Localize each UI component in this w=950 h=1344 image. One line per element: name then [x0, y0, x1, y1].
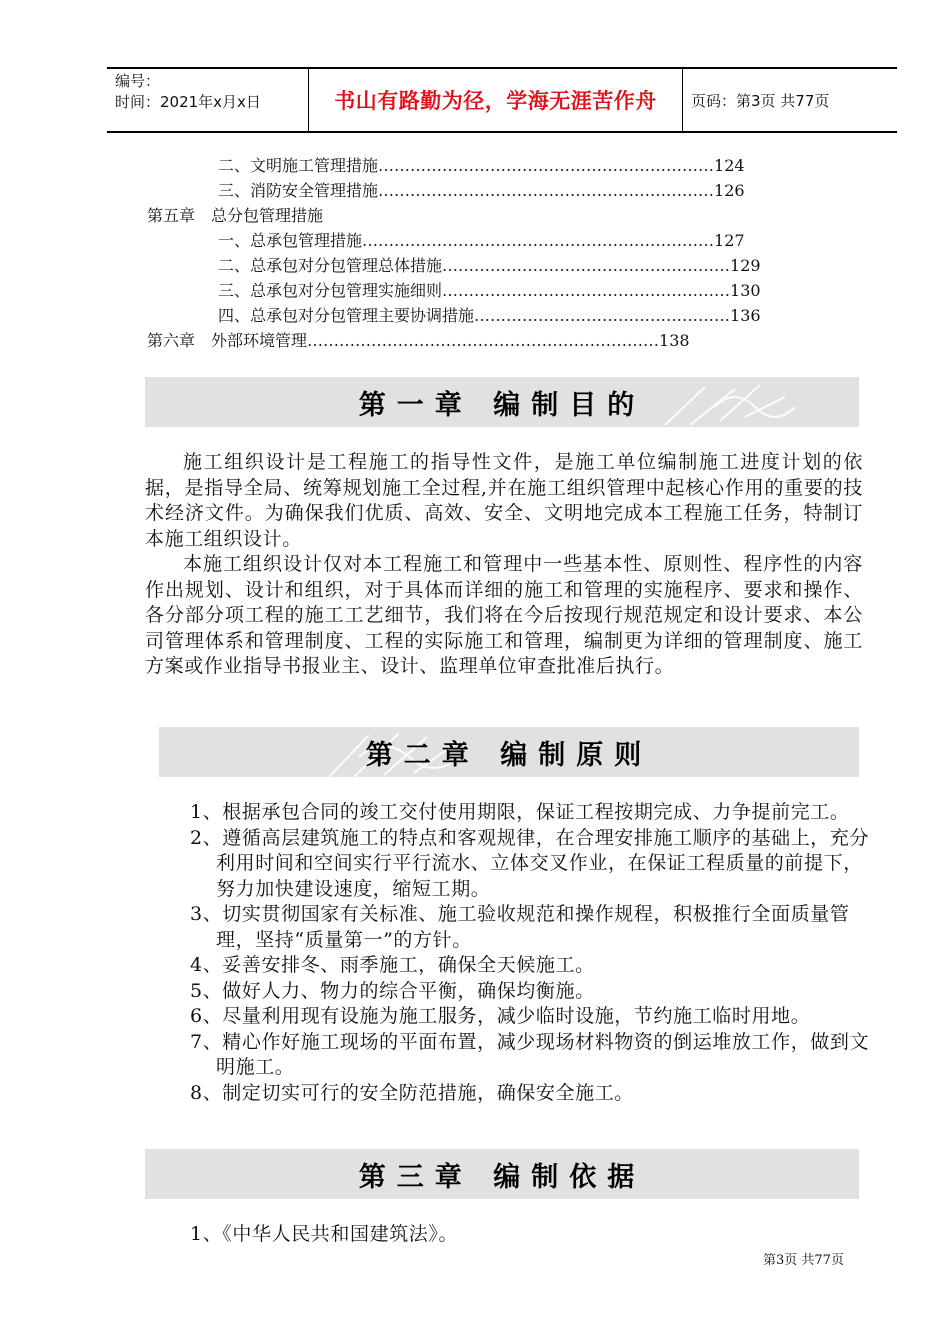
- toc-leader-dots: ………………………………………………………: [378, 181, 715, 200]
- toc-title: 二、文明施工管理措施: [218, 156, 379, 175]
- list-item: 6、尽量利用现有设施为施工服务，减少临时设施，节约施工临时用地。: [190, 1005, 811, 1027]
- toc-title: 一、总承包管理措施: [218, 231, 363, 250]
- toc-title: 第五章 总分包管理措施: [147, 206, 324, 225]
- chapter-3-title: 第三章 编制依据: [358, 1161, 646, 1193]
- toc-row: [147, 153, 807, 178]
- header-page-label: 页码：第3页 共77页: [691, 91, 830, 110]
- toc-title: 第六章 外部环境管理: [147, 331, 308, 350]
- toc-page-number: 138: [659, 331, 690, 350]
- toc-row: [147, 178, 807, 203]
- toc-page-number: 130: [730, 281, 761, 300]
- toc-page-number: 124: [714, 156, 745, 175]
- chapter-2-banner: [159, 727, 859, 777]
- toc-page-number: 129: [730, 256, 761, 275]
- toc-title: 四、总承包对分包管理主要协调措施: [218, 306, 475, 325]
- number-label: 编号：: [115, 72, 161, 90]
- toc-row: [147, 278, 807, 303]
- header-meta: [107, 69, 309, 131]
- toc-row: [147, 328, 807, 353]
- toc-row: [147, 253, 807, 278]
- chapter-3-banner: [145, 1149, 859, 1199]
- chapter-1-title: 第一章 编制目的: [358, 389, 646, 421]
- toc-title: 二、总承包对分包管理总体措施: [218, 256, 443, 275]
- toc-row: [147, 228, 807, 253]
- chapter-3-list: [190, 1222, 880, 1248]
- toc-leader-dots: ………………………………………………………: [378, 156, 715, 175]
- list-item: 1、根据承包合同的竣工交付使用期限，保证工程按期完成、力争提前完工。: [190, 801, 850, 823]
- list-item: 3、切实贯彻国家有关标准、施工验收规范和操作规程，积极推行全面质量管理，坚持“质量第一”的方针。: [190, 903, 850, 951]
- list-item: 2、遵循高层建筑施工的特点和客观规律，在合理安排施工顺序的基础上，充分利用时间和空间实行平行流水、立体交叉作业，在保证工程质量的前提下，努力加快建设速度，缩短工期。: [190, 826, 870, 900]
- page-footer: 第3页 共77页: [763, 1253, 844, 1268]
- chapter-2-list: [190, 800, 880, 1106]
- page-header: [107, 67, 897, 133]
- toc-leader-dots: …………………………………………………………: [307, 331, 660, 350]
- toc-title: 三、消防安全管理措施: [218, 181, 379, 200]
- toc-leader-dots: ………………………………………………: [442, 281, 731, 300]
- toc-row: [147, 303, 807, 328]
- toc-page-number: 126: [714, 181, 745, 200]
- chapter-1-paragraph-2: 本施工组织设计仅对本工程施工和管理中一些基本性、原则性、程序性的内容作出规划、设计和组织，对于具体而详细的施工和管理的实施程序、要求和操作、各分部分项工程的施工工艺细节，我们将在今后按现行规范规定和设计要求、本公司管理体系和管理制度、工程的实际施工和管理，编制更为详细的管理制度、施工方案或作业指导书报业主、设计、监理单位审查批准后执行。: [145, 553, 863, 677]
- time-label: 时间：2021年x月x日: [115, 93, 261, 111]
- list-item: 4、妥善安排冬、雨季施工，确保全天候施工。: [190, 954, 595, 976]
- chapter-1-paragraph-1: 施工组织设计是工程施工的指导性文件，是施工单位编制施工进度计划的依据，是指导全局、统筹规划施工全过程,并在施工组织管理中起核心作用的重要的技术经济文件。为确保我们优质、高效、安全、文明地完成本工程施工任务，特制订本施工组织设计。: [145, 451, 863, 550]
- toc-page-number: 127: [714, 231, 745, 250]
- list-item: 1、《中华人民共和国建筑法》。: [190, 1223, 459, 1245]
- list-item: 7、精心作好施工现场的平面布置，减少现场材料物资的倒运堆放工作，做到文明施工。: [190, 1030, 870, 1078]
- toc-row: [147, 203, 807, 228]
- toc-leader-dots: …………………………………………………………: [362, 231, 715, 250]
- chapter-1-banner: [145, 377, 859, 427]
- toc-leader-dots: ………………………………………………: [442, 256, 731, 275]
- toc-page-number: 136: [730, 306, 761, 325]
- list-item: 5、做好人力、物力的综合平衡，确保均衡施。: [190, 979, 595, 1002]
- header-motto: 书山有路勤为径，学海无涯苦作舟: [309, 69, 683, 131]
- toc-title: 三、总承包对分包管理实施细则: [218, 281, 443, 300]
- table-of-contents: [147, 153, 807, 353]
- toc-leader-dots: …………………………………………: [474, 306, 731, 325]
- chapter-2-title: 第二章 编制原则: [365, 739, 653, 771]
- list-item: 8、制定切实可行的安全防范措施，确保安全施工。: [190, 1081, 634, 1104]
